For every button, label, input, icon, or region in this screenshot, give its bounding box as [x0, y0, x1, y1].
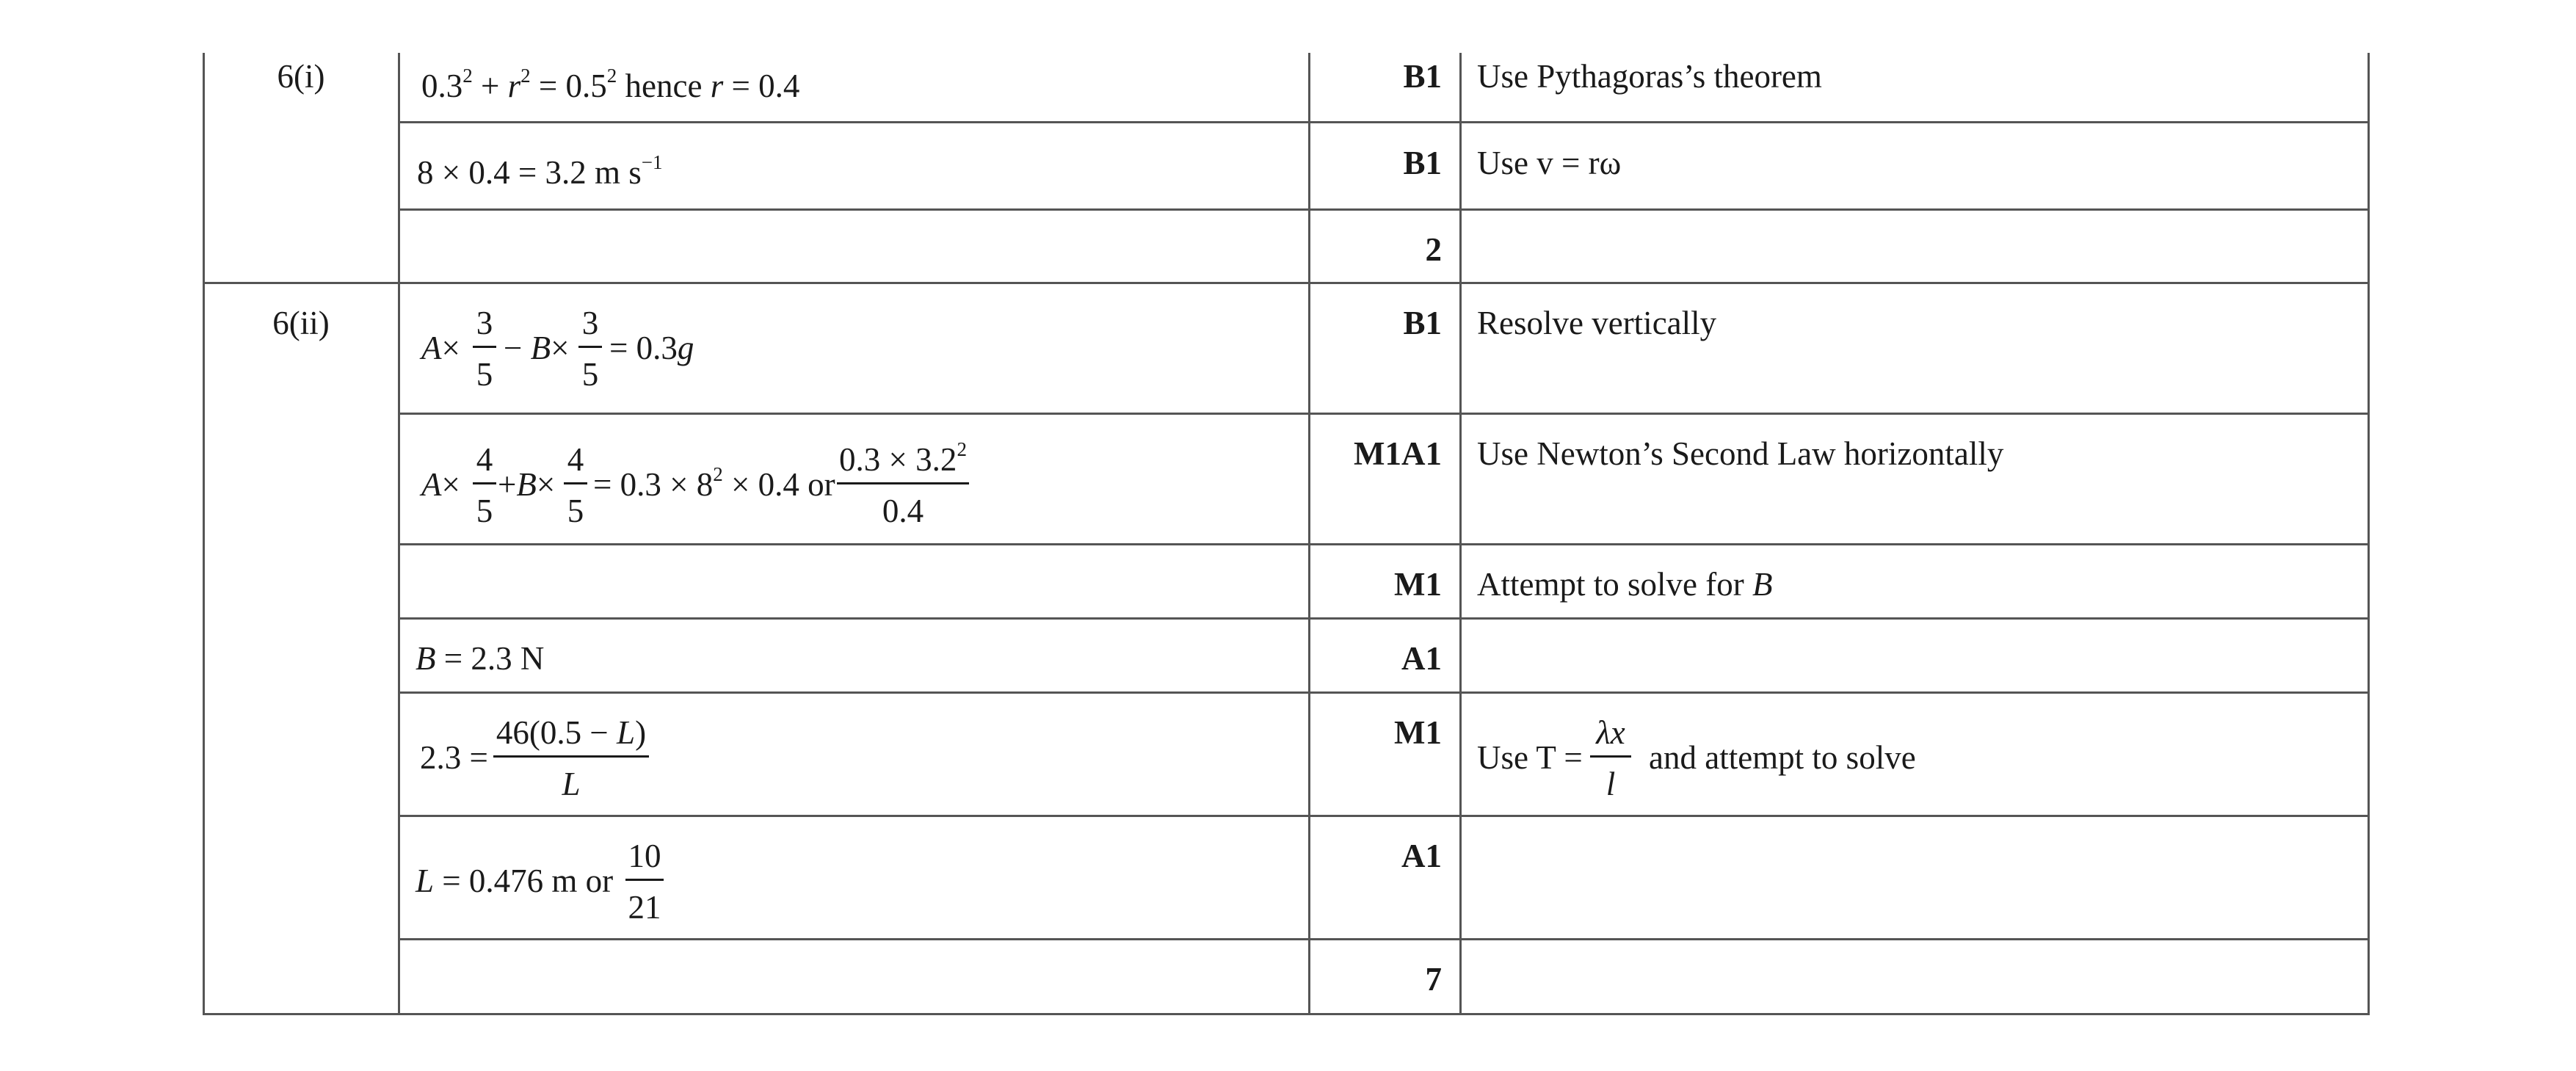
operator: × — [551, 330, 570, 366]
variable: B — [416, 640, 436, 677]
fraction — [625, 840, 664, 928]
answer-text: + — [472, 68, 508, 104]
operator: × — [536, 466, 556, 503]
variable: B — [530, 330, 551, 366]
exponent: −1 — [641, 151, 663, 173]
variable: L — [416, 863, 435, 899]
answer-text: ) — [635, 714, 647, 751]
variable: L — [617, 714, 636, 751]
row-border — [398, 413, 2370, 415]
answer-text: 0.3 × 3.2 — [839, 441, 957, 478]
mark-total: 2 — [1425, 231, 1442, 268]
question-number: 6(i) — [277, 58, 325, 95]
exponent: 2 — [520, 65, 531, 87]
fraction — [837, 438, 969, 531]
variable: g — [677, 330, 694, 366]
operator: + — [498, 466, 517, 503]
fraction-numerator — [837, 438, 969, 478]
answer-text: = 0.476 m or — [434, 863, 614, 899]
fraction-denominator: l — [1606, 766, 1616, 802]
fraction — [564, 443, 587, 531]
guidance-text: and attempt to solve — [1649, 739, 1916, 776]
variable: B — [1752, 566, 1773, 603]
answer-text: = 2.3 N — [435, 640, 545, 677]
answer-b-value — [416, 642, 544, 675]
col-border-question — [398, 53, 400, 1015]
fraction-denominator: L — [562, 766, 581, 802]
guidance-text: Use Pythagoras’s theorem — [1477, 58, 1822, 95]
mark-b1: B1 — [1403, 305, 1442, 341]
row-border — [398, 208, 2370, 211]
variable: r — [710, 68, 724, 104]
answer-text: 46(0.5 − — [496, 714, 617, 751]
exponent: 2 — [462, 65, 473, 87]
row-border — [398, 617, 2370, 620]
answer-text: = 0.3 × 8 — [593, 466, 714, 503]
guidance-text: Use T = — [1477, 739, 1583, 776]
exponent: 2 — [606, 65, 617, 87]
col-border-marks — [1459, 53, 1462, 1015]
mark-m1a1: M1A1 — [1354, 435, 1442, 472]
table-bottom-border — [203, 1013, 2370, 1015]
mark-a1: A1 — [1401, 640, 1442, 677]
fraction-numerator: 4 — [567, 441, 584, 478]
col-border-right — [2368, 53, 2370, 1015]
operator: − — [504, 330, 523, 366]
answer-text: = 0.3 — [609, 330, 678, 366]
mark-m1: M1 — [1394, 714, 1442, 751]
guidance-text — [1477, 568, 1772, 601]
answer-text: 0.3 — [421, 68, 463, 104]
exponent: 2 — [713, 463, 723, 485]
operator: × — [441, 466, 460, 503]
fraction-denominator: 5 — [476, 356, 493, 393]
variable: B — [516, 466, 537, 503]
guidance-text-part: Attempt to solve for — [1477, 566, 1752, 603]
variable: r — [507, 68, 521, 104]
fraction-numerator: λx — [1596, 714, 1625, 751]
answer-pythagoras — [421, 65, 800, 104]
mark-total: 7 — [1425, 961, 1442, 998]
mark-a1: A1 — [1401, 838, 1442, 874]
fraction-denominator: 21 — [628, 889, 661, 926]
fraction-numerator: 3 — [476, 305, 493, 341]
exponent: 2 — [957, 438, 967, 460]
fraction — [493, 716, 649, 805]
fraction — [473, 307, 496, 395]
answer-text: = 0.4 — [723, 68, 800, 104]
answer-speed — [417, 151, 663, 191]
variable: A — [421, 466, 442, 503]
answer-text: × 0.4 or — [722, 466, 835, 503]
col-border-left — [203, 53, 205, 1015]
guidance-text: Resolve vertically — [1477, 305, 1717, 341]
row-border — [398, 121, 2370, 123]
fraction-numerator: 4 — [476, 441, 493, 478]
mark-b1: B1 — [1403, 145, 1442, 181]
row-border — [398, 543, 2370, 545]
row-border — [398, 938, 2370, 940]
col-border-answer — [1308, 53, 1310, 1015]
variable: A — [421, 330, 442, 366]
fraction — [578, 307, 602, 395]
fraction-numerator — [493, 716, 649, 749]
guidance-text: Use Newton’s Second Law horizontally — [1477, 435, 2004, 472]
fraction-numerator: 3 — [581, 305, 599, 341]
guidance-text: Use v = rω — [1477, 145, 1622, 181]
row-border — [203, 282, 2370, 284]
answer-text: 2.3 = — [420, 739, 488, 776]
fraction-numerator: 10 — [628, 838, 661, 874]
question-number: 6(ii) — [272, 305, 330, 341]
answer-text: 8 × 0.4 = 3.2 m s — [417, 154, 642, 191]
fraction — [1590, 716, 1631, 805]
fraction-denominator: 5 — [567, 493, 584, 529]
answer-text: hence — [617, 68, 711, 104]
answer-text: = 0.5 — [530, 68, 607, 104]
mark-m1: M1 — [1394, 566, 1442, 603]
mark-b1: B1 — [1403, 58, 1442, 95]
fraction — [473, 443, 496, 531]
fraction-denominator: 5 — [581, 356, 599, 393]
row-border — [398, 691, 2370, 694]
fraction-denominator: 0.4 — [882, 493, 924, 529]
fraction-denominator: 5 — [476, 493, 493, 529]
row-border — [398, 815, 2370, 817]
operator: × — [441, 330, 460, 366]
